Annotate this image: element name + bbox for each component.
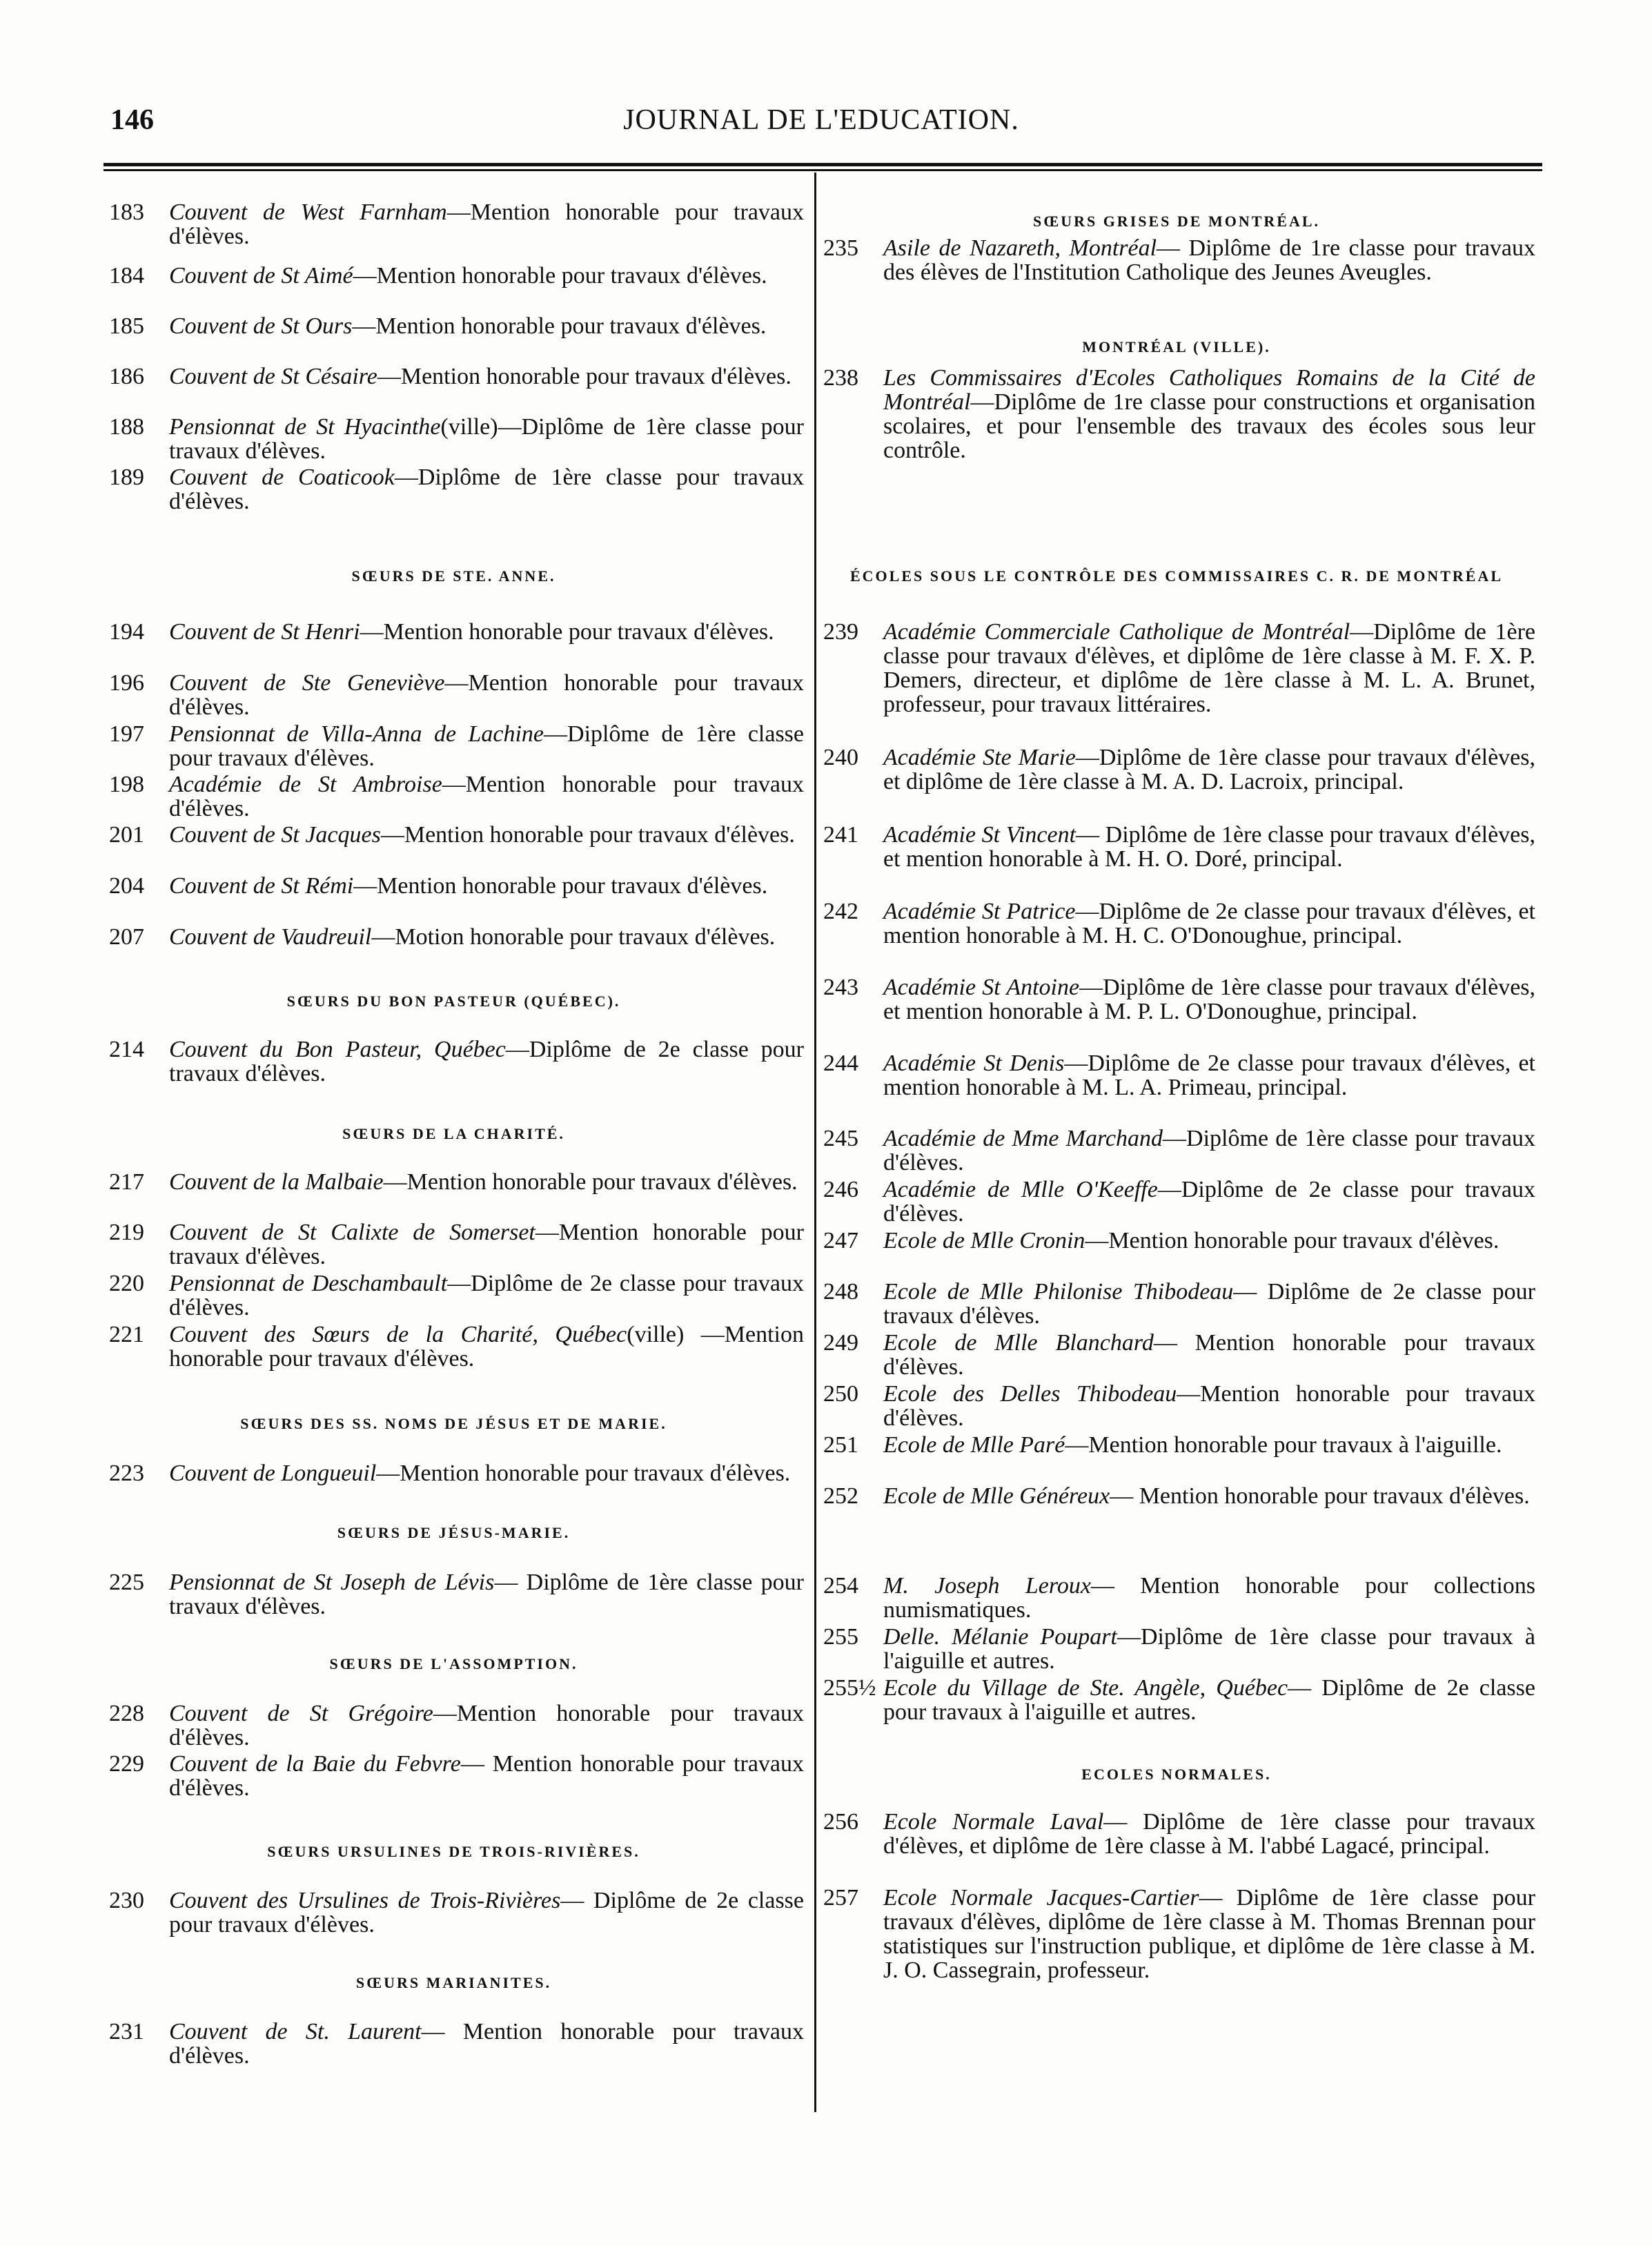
entry-number: 196 [109, 670, 144, 696]
award-text: —Mention honorable pour travaux d'élèves. [376, 1461, 791, 1486]
institution-name: Couvent de Ste Geneviève [169, 670, 445, 696]
section-heading: MONTRÉAL (VILLE). [1082, 338, 1271, 355]
award-text: — Mention honorable pour collections numismatiques. [883, 1573, 1535, 1623]
institution-name: Pensionnat de St Joseph de Lévis [169, 1570, 495, 1595]
institution-name: Académie de St Ambroise [169, 772, 442, 797]
institution-name: Couvent de St Jacques [169, 822, 381, 848]
section-heading: SŒURS DE STE. ANNE. [351, 567, 556, 585]
institution-name: Ecole de Mlle Philonise Thibodeau [883, 1279, 1234, 1305]
award-text: —Diplôme de 1ère classe pour travaux d'élèves. [169, 721, 804, 771]
entry-number: 223 [109, 1461, 144, 1486]
award-text: —Mention honorable pour travaux d'élèves. [353, 873, 768, 899]
award-entry [104, 1220, 804, 1269]
institution-name: Ecole de Mlle Paré [883, 1432, 1065, 1458]
award-text: — Diplôme de 1re classe pour travaux des élèves de l'Institution Catholique des Jeunes Aveugles. [883, 235, 1535, 285]
award-entry [104, 1752, 804, 1800]
award-entry [104, 200, 804, 248]
section-heading: ECOLES NORMALES. [1081, 1766, 1272, 1783]
institution-name: Académie St Patrice [883, 899, 1076, 924]
entry-number: 255½ [823, 1675, 876, 1701]
entry-number: 189 [109, 465, 144, 490]
award-text: —Mention honorable pour travaux d'élèves. [169, 199, 805, 249]
award-text: —Diplôme de 2e classe pour travaux d'élèves. [169, 1037, 805, 1086]
award-entry [104, 671, 804, 719]
institution-name: Ecole des Delles Thibodeau [883, 1381, 1177, 1407]
award-entry [818, 1574, 1535, 1622]
institution-name: Couvent de la Malbaie [169, 1169, 384, 1195]
award-text: —Mention honorable pour travaux d'élèves. [353, 263, 767, 289]
award-entry [104, 925, 804, 949]
section-heading: SŒURS DE JÉSUS-MARIE. [337, 1524, 571, 1541]
institution-name: Académie St Antoine [883, 975, 1080, 1000]
entry-number: 185 [109, 313, 144, 339]
institution-name: Couvent des Ursulines de Trois-Rivières [169, 1888, 561, 1913]
institution-name: Pensionnat de St Hyacinthe [169, 414, 441, 440]
entry-number: 219 [109, 1220, 144, 1245]
institution-name: Ecole de Mlle Cronin [883, 1228, 1085, 1253]
institution-name: Couvent de St Ours [169, 313, 353, 339]
award-entry [104, 314, 804, 338]
entry-number: 228 [109, 1701, 144, 1726]
entry-number: 198 [109, 772, 144, 797]
institution-name: Académie St Vincent [883, 822, 1076, 848]
award-text: —Diplôme de 1ère classe pour travaux d'élèves, et diplôme de 1ère classe à M. A. D. Lacroix, principal. [883, 745, 1536, 794]
award-text: (ville)—Diplôme de 1ère classe pour travaux d'élèves. [169, 414, 804, 464]
award-text: —Diplôme de 1re classe pour constructions et organisation scolaires, et pour l'ensemble des travaux des écoles sous leur contrôle. [883, 389, 1535, 463]
section-heading: ÉCOLES SOUS LE CONTRÔLE DES COMMISSAIRES C. R. DE MONTRÉAL [850, 567, 1503, 585]
award-text: —Mention honorable pour travaux à l'aiguille. [1065, 1432, 1502, 1458]
entry-number: 247 [823, 1228, 858, 1253]
award-text: —Diplôme de 1ère classe pour travaux d'élèves. [883, 1126, 1535, 1175]
entry-number: 246 [823, 1177, 858, 1202]
section-heading: SŒURS DE LA CHARITÉ. [342, 1125, 565, 1142]
entry-number: 238 [823, 365, 858, 391]
institution-name: Couvent de St Calixte de Somerset [169, 1220, 535, 1245]
award-text: —Diplôme de 2e classe pour travaux d'élèves, et mention honorable à M. L. A. Primeau, principal. [883, 1051, 1535, 1100]
entry-number: 245 [823, 1126, 858, 1151]
award-entry [818, 899, 1535, 948]
institution-name: Couvent de St Césaire [169, 364, 377, 389]
column-divider [814, 173, 816, 2112]
award-entry [818, 1280, 1535, 1328]
award-entry [818, 745, 1535, 794]
award-text: —Diplôme de 1ère classe pour travaux d'élèves. [169, 465, 804, 514]
entry-number: 194 [109, 619, 144, 645]
award-entry [818, 236, 1535, 284]
award-entry [104, 772, 804, 821]
institution-name: Asile de Nazareth, Montréal [883, 235, 1157, 261]
institution-name: Ecole de Mlle Blanchard [883, 1330, 1154, 1356]
section-heading: SŒURS DU BON PASTEUR (QUÉBEC). [286, 993, 621, 1010]
award-text: —Mention honorable pour travaux d'élèves. [352, 313, 767, 339]
award-text: — Diplôme de 1ère classe pour travaux d'élèves, et mention honorable à M. H. O. Doré, principal. [883, 822, 1535, 872]
entry-number: 230 [109, 1888, 144, 1913]
award-text: —Diplôme de 1ère classe pour travaux d'élèves, et diplôme de 1ère classe à M. F. X. P. Demers, directeur, et diplôme de 1ère classe à M. L. A. Brunet, professeur, pour travaux littéraires. [883, 619, 1536, 717]
entry-number: 197 [109, 721, 144, 747]
entry-number: 235 [823, 235, 858, 261]
institution-name: M. Joseph Leroux [883, 1573, 1091, 1599]
award-entry [104, 364, 804, 389]
award-entry [104, 874, 804, 898]
entry-number: 256 [823, 1809, 858, 1835]
entry-number: 241 [823, 822, 858, 848]
institution-name: Couvent de West Farnham [169, 199, 447, 225]
entry-number: 242 [823, 899, 858, 924]
award-entry [818, 1433, 1535, 1457]
award-text: — Diplôme de 2e classe pour travaux à l'aiguille et autres. [883, 1675, 1535, 1725]
institution-name: Couvent de Vaudreuil [169, 924, 372, 950]
award-entry [818, 1229, 1535, 1253]
award-text: —Diplôme de 2e classe pour travaux d'élèves. [169, 1271, 804, 1320]
institution-name: Académie St Denis [883, 1051, 1065, 1076]
award-entry [104, 1037, 804, 1086]
institution-name: Couvent de St Rémi [169, 873, 354, 899]
award-text: — Diplôme de 1ère classe pour travaux d'élèves, et diplôme de 1ère classe à M. l'abbé Lagacé, principal. [883, 1809, 1535, 1859]
entry-number: 251 [823, 1432, 858, 1458]
entry-number: 254 [823, 1573, 858, 1599]
institution-name: Couvent de St Henri [169, 619, 360, 645]
page-header [104, 104, 1539, 145]
award-text: —Mention honorable pour travaux d'élèves. [883, 1381, 1535, 1431]
award-text: — Mention honorable pour travaux d'élèves. [169, 2019, 804, 2069]
journal-title: JOURNAL DE L'EDUCATION. [623, 104, 1019, 136]
page-number: 146 [110, 104, 154, 136]
entry-number: 231 [109, 2019, 144, 2044]
award-text: — Diplôme de 1ère classe pour travaux d'élèves, diplôme de 1ère classe à M. Thomas Brennan pour statistiques sur l'instruction publique, et diplôme de 1ère classe à M. J. O. Cassegrain, professeur. [883, 1885, 1535, 1983]
award-text: — Diplôme de 2e classe pour travaux d'élèves. [883, 1279, 1535, 1329]
award-entry [818, 1382, 1535, 1430]
award-text: — Mention honorable pour travaux d'élèves. [169, 1751, 804, 1801]
entry-number: 201 [109, 822, 144, 848]
award-entry [818, 1810, 1535, 1858]
award-text: — Diplôme de 2e classe pour travaux d'élèves. [169, 1888, 804, 1937]
entry-number: 207 [109, 924, 144, 950]
award-text: —Motion honorable pour travaux d'élèves. [371, 924, 776, 950]
entry-number: 183 [109, 199, 144, 225]
award-text: —Mention honorable pour travaux d'élèves. [169, 772, 804, 821]
award-entry [818, 366, 1535, 462]
section-heading: SŒURS GRISES DE MONTRÉAL. [1032, 213, 1321, 230]
entry-number: 255 [823, 1624, 858, 1650]
award-entry [104, 2020, 804, 2068]
entry-number: 244 [823, 1051, 858, 1076]
institution-name: Pensionnat de Deschambault [169, 1271, 448, 1296]
entry-number: 214 [109, 1037, 144, 1062]
award-entry [818, 1886, 1535, 1982]
institution-name: Delle. Mélanie Poupart [883, 1624, 1117, 1650]
award-text: —Mention honorable pour travaux d'élèves. [169, 1701, 804, 1750]
award-text: —Diplôme de 2e classe pour travaux d'élèves. [883, 1177, 1536, 1227]
award-entry [818, 1484, 1535, 1508]
award-text: —Diplôme de 1ère classe pour travaux à l'aiguille et autres. [883, 1624, 1535, 1674]
award-entry [818, 975, 1535, 1024]
institution-name: Couvent du Bon Pasteur, Québec [169, 1037, 506, 1062]
award-text: —Mention honorable pour travaux d'élèves. [360, 619, 774, 645]
entry-number: 243 [823, 975, 858, 1000]
institution-name: Pensionnat de Villa-Anna de Lachine [169, 721, 544, 747]
entry-number: 250 [823, 1381, 858, 1407]
institution-name: Couvent de Coaticook [169, 465, 395, 490]
award-entry [818, 1676, 1535, 1724]
entry-number: 249 [823, 1330, 858, 1356]
institution-name: Couvent de Longueuil [169, 1461, 377, 1486]
award-entry [104, 1271, 804, 1320]
entry-number: 186 [109, 364, 144, 389]
entry-number: 217 [109, 1169, 144, 1195]
award-entry [104, 465, 804, 514]
entry-number: 240 [823, 745, 858, 770]
award-entry [104, 620, 804, 644]
award-entry [104, 823, 804, 847]
entry-number: 220 [109, 1271, 144, 1296]
award-entry [104, 1170, 804, 1194]
award-entry [104, 722, 804, 770]
award-text: —Diplôme de 1ère classe pour travaux d'élèves, et mention honorable à M. P. L. O'Donoughue, principal. [883, 975, 1536, 1024]
institution-name: Ecole de Mlle Généreux [883, 1483, 1110, 1509]
institution-name: Les Commissaires d'Ecoles Catholiques Romains de la Cité de Montréal [883, 365, 1535, 415]
header-rule [104, 163, 1542, 171]
award-text: —Mention honorable pour travaux d'élèves. [1085, 1228, 1499, 1253]
award-entry [104, 1888, 804, 1937]
award-text: —Mention honorable pour travaux d'élèves. [383, 1169, 798, 1195]
award-text: — Mention honorable pour travaux d'élèves. [1110, 1483, 1530, 1509]
award-text: —Mention honorable pour travaux d'élèves. [169, 670, 805, 720]
entry-number: 229 [109, 1751, 144, 1777]
entry-number: 225 [109, 1570, 144, 1595]
entry-number: 252 [823, 1483, 858, 1509]
institution-name: Ecole Normale Jacques-Cartier [883, 1885, 1199, 1911]
entry-number: 188 [109, 414, 144, 440]
institution-name: Couvent de St. Laurent [169, 2019, 422, 2044]
award-entry [818, 620, 1535, 716]
entry-number: 257 [823, 1885, 858, 1911]
award-text: —Mention honorable pour travaux d'élèves. [169, 1220, 804, 1269]
award-entry [104, 264, 804, 288]
entry-number: 239 [823, 619, 858, 645]
section-heading: SŒURS DES SS. NOMS DE JÉSUS ET DE MARIE. [240, 1415, 667, 1432]
award-entry [818, 1051, 1535, 1100]
award-entry [104, 415, 804, 463]
award-entry [818, 1625, 1535, 1673]
award-text: (ville) —Mention honorable pour travaux d'élèves. [169, 1322, 804, 1371]
award-entry [104, 1701, 804, 1750]
entry-number: 248 [823, 1279, 858, 1305]
entry-number: 184 [109, 263, 144, 289]
entry-number: 221 [109, 1322, 144, 1347]
award-entry [818, 1126, 1535, 1175]
award-entry [818, 1331, 1535, 1379]
award-text: — Mention honorable pour travaux d'élèves. [883, 1330, 1536, 1380]
institution-name: Couvent de St Grégoire [169, 1701, 433, 1726]
award-text: —Mention honorable pour travaux d'élèves. [377, 364, 791, 389]
section-heading: SŒURS URSULINES DE TROIS-RIVIÈRES. [267, 1843, 640, 1860]
institution-name: Académie de Mme Marchand [883, 1126, 1163, 1151]
award-entry [104, 1322, 804, 1371]
section-heading: SŒURS DE L'ASSOMPTION. [329, 1655, 578, 1672]
institution-name: Académie Commerciale Catholique de Montréal [883, 619, 1350, 645]
institution-name: Couvent des Sœurs de la Charité, Québec [169, 1322, 627, 1347]
award-entry [818, 1178, 1535, 1226]
award-text: —Diplôme de 2e classe pour travaux d'élèves, et mention honorable à M. H. C. O'Donoughue, principal. [883, 899, 1536, 948]
institution-name: Couvent de St Aimé [169, 263, 353, 289]
award-entry [104, 1461, 804, 1485]
award-entry [104, 1570, 804, 1619]
award-text: —Mention honorable pour travaux d'élèves. [380, 822, 795, 848]
institution-name: Académie Ste Marie [883, 745, 1076, 770]
institution-name: Académie de Mlle O'Keeffe [883, 1177, 1158, 1202]
award-entry [818, 823, 1535, 871]
institution-name: Ecole du Village de Ste. Angèle, Québec [883, 1675, 1288, 1701]
entry-number: 204 [109, 873, 144, 899]
section-heading: SŒURS MARIANITES. [355, 1974, 552, 1991]
institution-name: Couvent de la Baie du Febvre [169, 1751, 461, 1777]
institution-name: Ecole Normale Laval [883, 1809, 1104, 1835]
award-text: — Diplôme de 1ère classe pour travaux d'élèves. [169, 1570, 804, 1619]
